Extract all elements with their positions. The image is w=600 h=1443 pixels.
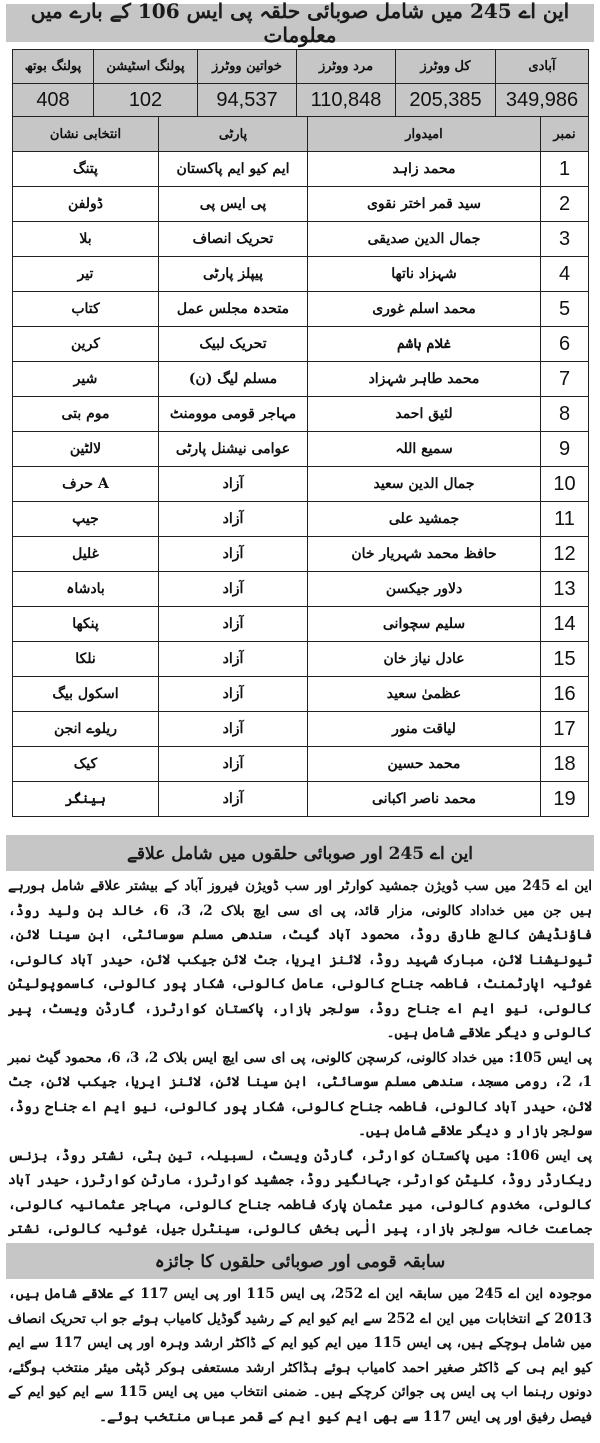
candidate-row xyxy=(13,502,589,537)
header-symbol: انتخابی نشان xyxy=(13,117,159,152)
stats-population: 349,986 xyxy=(496,84,589,118)
candidate-party: آزاد xyxy=(159,572,308,607)
candidate-number: 1 xyxy=(541,152,589,187)
candidate-row xyxy=(13,222,589,257)
candidate-party: ایم کیو ایم پاکستان xyxy=(159,152,308,187)
candidate-name: محمد ناصر اکبانی xyxy=(308,782,541,817)
stats-header-polling-stations: پولنگ اسٹیشن xyxy=(94,50,198,84)
stats-header-male-voters: مرد ووٹرز xyxy=(297,50,396,84)
areas-paragraph-na245: این اے 245 میں سب ڈویژن جمشید کوارٹر اور سب ڈویژن فیروز آباد کے بیشتر علاقے شامل ہورہے ہیں جن میں خداداد کالونی، مزار قائد، پی ای سی ایچ بلاک 2، 3، 6، خالد بن ولید روڈ، فاؤنڈیشن کالج طارق روڈ، محمود آباد گیٹ، سندھی مسلم سوسائٹی، ابن سینا لائن، ٹیونیشنا لائن، مبارک شہید روڈ، لائنز ایریا، جٹ لائن جیکب لائن، حیدر آباد کالونی، غوثیہ اپارٹمنٹ، فاطمہ جناح کالونی، عامل کالونی، شکار پور کالونی، کاسموپولیٹن کالونی، نیو ایم اے جناح روڈ، سولجر بازار، پاکستان کوارٹرز، گارڈن ویسٹ، پیر کالونی و دیگر علاقے شامل ہیں۔ xyxy=(8,878,593,1041)
candidate-name: محمد زاہد xyxy=(308,152,541,187)
candidate-number: 5 xyxy=(541,292,589,327)
candidate-party: آزاد xyxy=(159,712,308,747)
candidate-party: آزاد xyxy=(159,782,308,817)
candidate-symbol: کیک xyxy=(13,747,159,782)
candidate-row xyxy=(13,397,589,432)
candidate-symbol: ڈولفن xyxy=(13,187,159,222)
candidate-name: محمد طاہر شہزاد xyxy=(308,362,541,397)
candidate-row xyxy=(13,187,589,222)
candidate-number: 9 xyxy=(541,432,589,467)
areas-section-title: این اے 245 اور صوبائی حلقوں میں شامل علاقے xyxy=(6,835,594,871)
candidate-number: 3 xyxy=(541,222,589,257)
page-title: این اے 245 میں شامل صوبائی حلقہ پی ایس 106 کے بارے میں معلومات xyxy=(6,4,594,42)
history-section-title: سابقہ قومی اور صوبائی حلقوں کا جائزہ xyxy=(6,1243,594,1279)
candidate-row xyxy=(13,712,589,747)
candidate-name: جمشید علی xyxy=(308,502,541,537)
candidate-symbol: ریلوے انجن xyxy=(13,712,159,747)
candidate-name: جمال الدین سعید xyxy=(308,467,541,502)
candidate-number: 11 xyxy=(541,502,589,537)
header-candidate: امیدوار xyxy=(308,117,541,152)
stats-polling-stations: 102 xyxy=(94,84,198,118)
candidate-party: مہاجر قومی موومنٹ xyxy=(159,397,308,432)
candidate-party: پی ایس پی xyxy=(159,187,308,222)
candidate-number: 18 xyxy=(541,747,589,782)
candidate-number: 6 xyxy=(541,327,589,362)
candidate-name: حافظ محمد شہریار خان xyxy=(308,537,541,572)
candidate-number: 2 xyxy=(541,187,589,222)
candidate-number: 17 xyxy=(541,712,589,747)
candidate-name: جمال الدین صدیقی xyxy=(308,222,541,257)
stats-total-voters: 205,385 xyxy=(396,84,496,118)
candidate-symbol: پتنگ xyxy=(13,152,159,187)
candidate-number: 7 xyxy=(541,362,589,397)
candidate-name: سلیم سچوانی xyxy=(308,607,541,642)
candidate-symbol: اسکول بیگ xyxy=(13,677,159,712)
candidate-name: محمد اسلم غوری xyxy=(308,292,541,327)
candidate-symbol: A حرف xyxy=(13,467,159,502)
stats-polling-booths: 408 xyxy=(13,84,94,118)
candidate-party: آزاد xyxy=(159,467,308,502)
header-party: پارٹی xyxy=(159,117,308,152)
candidate-name: عظمیٰ سعید xyxy=(308,677,541,712)
candidate-name: دلاور جیکسن xyxy=(308,572,541,607)
candidate-number: 16 xyxy=(541,677,589,712)
areas-text xyxy=(8,874,592,1266)
areas-paragraph-ps106: پی ایس 106: میں پاکستان کوارٹر، گارڈن ویسٹ، لسبیلہ، تین ہٹی، نشتر روڈ، بزنس ریکارڈر روڈ، کلیٹن کوارٹر، جہانگیر روڈ، جمشید کوارٹرز، مارٹن کوارٹرز، حیدر آباد کالونی، مخدوم کالونی، میر عثمان پارک فاطمہ جناح کالونی، مہاجر عثمانیہ کالونی، جماعت خانہ سولجر بازار، پیر الٰہی بخش کالونی، سینٹرل جیل، غوثیہ کالونی، نشتر xyxy=(8,1147,592,1237)
candidate-row xyxy=(13,257,589,292)
candidate-party: عوامی نیشنل پارٹی xyxy=(159,432,308,467)
stats-value-row xyxy=(13,84,589,118)
candidate-number: 15 xyxy=(541,642,589,677)
candidate-name: غلام ہاشم xyxy=(308,327,541,362)
candidate-name: سید قمر اختر نقوی xyxy=(308,187,541,222)
candidate-party: مسلم لیگ (ن) xyxy=(159,362,308,397)
stats-female-voters: 94,537 xyxy=(198,84,297,118)
candidate-number: 19 xyxy=(541,782,589,817)
candidate-name: لیاقت منور xyxy=(308,712,541,747)
candidate-symbol: غلیل xyxy=(13,537,159,572)
candidate-symbol: شیر xyxy=(13,362,159,397)
candidate-row xyxy=(13,362,589,397)
constituency-stats-table xyxy=(12,49,589,118)
candidate-number: 13 xyxy=(541,572,589,607)
candidate-number: 14 xyxy=(541,607,589,642)
candidate-party: آزاد xyxy=(159,642,308,677)
stats-header-polling-booths: پولنگ بوتھ xyxy=(13,50,94,84)
stats-header-total-voters: کل ووٹرز xyxy=(396,50,496,84)
candidate-party: متحدہ مجلس عمل xyxy=(159,292,308,327)
candidate-party: آزاد xyxy=(159,747,308,782)
candidate-name: سمیع اللہ xyxy=(308,432,541,467)
stats-header-female-voters: خواتین ووٹرز xyxy=(198,50,297,84)
candidate-party: آزاد xyxy=(159,677,308,712)
candidates-table xyxy=(12,116,589,817)
header-number: نمبر xyxy=(541,117,589,152)
candidate-symbol: بادشاہ xyxy=(13,572,159,607)
candidate-row xyxy=(13,642,589,677)
candidate-symbol: کتاب xyxy=(13,292,159,327)
candidate-symbol: تیر xyxy=(13,257,159,292)
candidate-symbol: جیپ xyxy=(13,502,159,537)
candidate-name: لئیق احمد xyxy=(308,397,541,432)
candidate-row xyxy=(13,572,589,607)
candidate-row xyxy=(13,467,589,502)
candidate-name: عادل نیاز خان xyxy=(308,642,541,677)
candidate-name: شہزاد ناتھا xyxy=(308,257,541,292)
history-text xyxy=(8,1282,592,1429)
candidate-party: پیپلز پارٹی xyxy=(159,257,308,292)
candidate-row xyxy=(13,327,589,362)
candidate-row xyxy=(13,152,589,187)
candidate-row xyxy=(13,607,589,642)
candidate-number: 4 xyxy=(541,257,589,292)
candidate-party: آزاد xyxy=(159,537,308,572)
candidate-party: آزاد xyxy=(159,502,308,537)
candidate-number: 12 xyxy=(541,537,589,572)
candidate-symbol: کرین xyxy=(13,327,159,362)
candidate-symbol: لالٹین xyxy=(13,432,159,467)
candidate-symbol: بلا xyxy=(13,222,159,257)
candidate-symbol: موم بتی xyxy=(13,397,159,432)
areas-paragraph-ps105: پی ایس 105: میں خداد کالونی، کرسچن کالونی، پی ای سی ایچ ایس بلاک 2، 3، 6، محمود گیٹ نمبر 1، 2، رومی مسجد، سندھی مسلم سوسائٹی، ابن سینا لائن، لائنز ایریا، جیکب لائن، جٹ لائن، حیدر آباد کالونی، فاطمہ جناح کالونی، شکار پور کالونی، نیو ایم اے جناح روڈ، سولجر بازار و دیگر علاقے شامل ہیں۔ xyxy=(8,1049,592,1139)
candidate-party: آزاد xyxy=(159,607,308,642)
stats-male-voters: 110,848 xyxy=(297,84,396,118)
candidate-row xyxy=(13,782,589,817)
stats-header-population: آبادی xyxy=(496,50,589,84)
candidate-row xyxy=(13,292,589,327)
candidate-symbol: نلکا xyxy=(13,642,159,677)
candidate-row xyxy=(13,537,589,572)
candidate-name: محمد حسین xyxy=(308,747,541,782)
candidate-party: تحریک لبیک xyxy=(159,327,308,362)
stats-header-row xyxy=(13,50,589,84)
candidate-row xyxy=(13,432,589,467)
candidate-row xyxy=(13,747,589,782)
candidate-number: 8 xyxy=(541,397,589,432)
candidate-symbol: پنکھا xyxy=(13,607,159,642)
candidates-header-row xyxy=(13,117,589,152)
candidate-symbol: ہینگر xyxy=(13,782,159,817)
candidate-party: تحریک انصاف xyxy=(159,222,308,257)
candidate-row xyxy=(13,677,589,712)
history-paragraph: موجودہ این اے 245 میں سابقہ این اے 252، پی ایس 115 اور پی ایس 117 کے علاقے شامل ہیں، 2013 کے انتخابات میں این اے 252 سے ایم کیو ایم کے رشید گوڈیل کامیاب ہوئے جو اب تحریک انصاف میں شامل ہوچکے ہیں، پی ایس 115 میں ایم کیو ایم کے ڈاکٹر ارشد وہرہ اور پی ایس 117 سے ایم کیو ایم ہی کے ڈاکٹر صغیر احمد کامیاب ہوئے ہڈاکٹر ارشد مستعفی ہوکر ڈپٹی میئر منتخب ہوگئے، دونوں رہنما اب پی ایس پی جوائن کرچکے ہیں۔ ضمنی انتخاب میں پی ایس 115 سے ایم کیو ایم کے فیصل رفیق اور پی ایس 117 سے بھی ایم کیو ایم کے قمر عباس منتخب ہوئے۔ xyxy=(8,1286,593,1425)
candidate-number: 10 xyxy=(541,467,589,502)
